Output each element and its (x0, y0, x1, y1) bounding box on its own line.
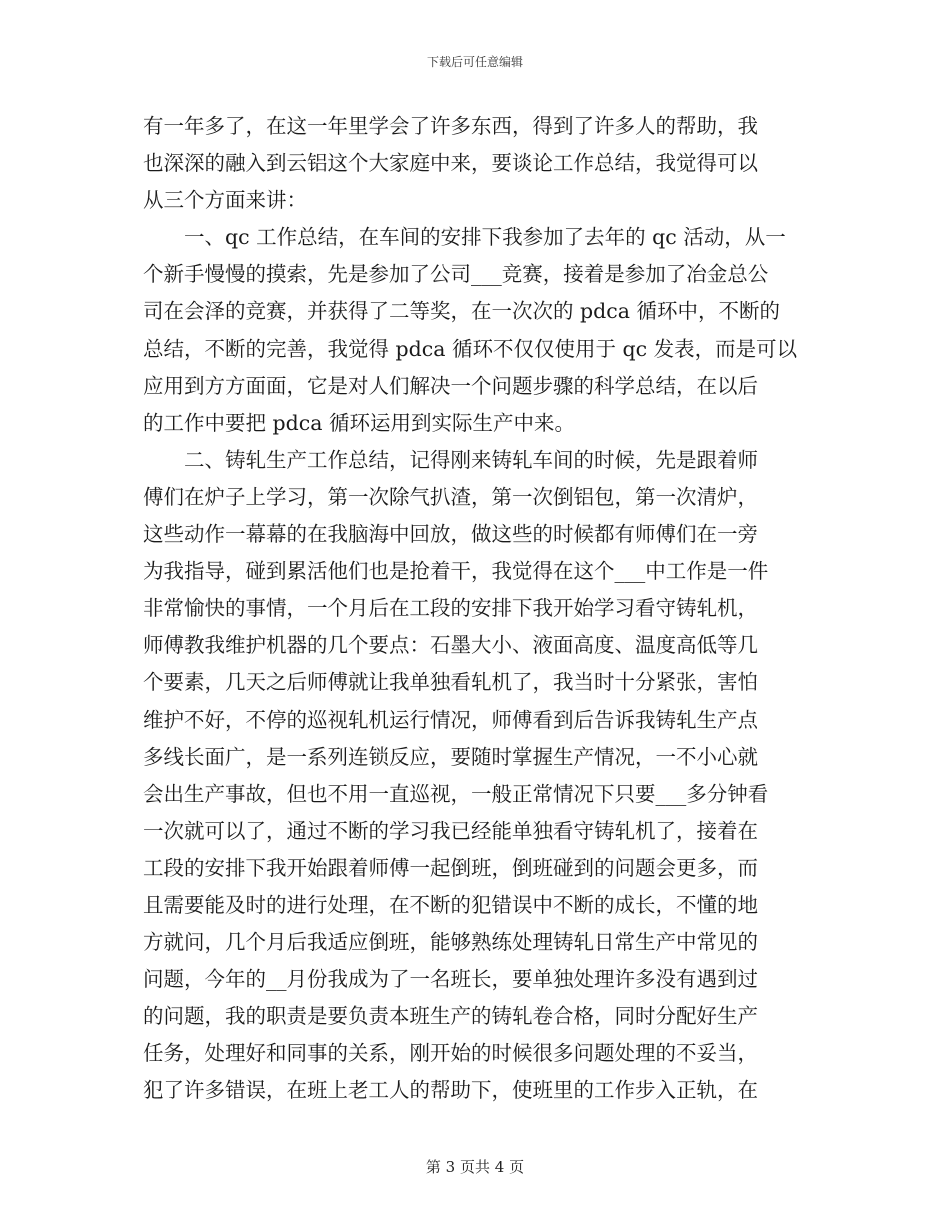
text-line: 多线长面广，是一系列连锁反应，要随时掌握生产情况，一不小心就 (143, 744, 758, 769)
text-line: 也深深的融入到云铝这个大家庭中来，要谈论工作总结，我觉得可以 (143, 151, 758, 176)
page-number: 第 3 页共 4 页 (425, 1158, 525, 1176)
text-line: 有一年多了，在这一年里学会了许多东西，得到了许多人的帮助，我 (143, 114, 758, 138)
text-line: 维护不好，不停的巡视轧机运行情况，师傅看到后告诉我铸轧生产点 (143, 707, 758, 732)
text-line: 一、qc 工作总结，在车间的安排下我参加了去年的 qc 活动，从一 (143, 225, 786, 250)
text-line: 犯了许多错误，在班上老工人的帮助下，使班里的工作步入正轨，在 (143, 1078, 758, 1103)
text-line: 且需要能及时的进行处理，在不断的犯错误中不断的成长，不懂的地 (143, 892, 758, 917)
text-line: 傅们在炉子上学习，第一次除气扒渣，第一次倒铝包，第一次清炉， (143, 484, 758, 509)
text-line: 司在会泽的竞赛，并获得了二等奖，在一次次的 pdca 循环中，不断的 (143, 299, 780, 324)
text-line: 工段的安排下我开始跟着师傅一起倒班，倒班碰到的问题会更多，而 (143, 855, 758, 880)
text-line: 总结，不断的完善，我觉得 pdca 循环不仅仅使用于 qc 发表，而是可以 (143, 336, 798, 361)
document-body (143, 108, 811, 1110)
text-line: 应用到方方面面，它是对人们解决一个问题步骤的科学总结，在以后 (143, 373, 758, 398)
text-line: 的问题，我的职责是要负责本班生产的铸轧卷合格，同时分配好生产 (143, 1004, 758, 1029)
text-line: 为我指导，碰到累活他们也是抢着干，我觉得在这个___中工作是一件 (143, 559, 769, 584)
text-line: 师傅教我维护机器的几个要点：石墨大小、液面高度、温度高低等几 (143, 633, 758, 658)
text-line: 的工作中要把 pdca 循环运用到实际生产中来。 (143, 410, 575, 435)
text-line: 一次就可以了，通过不断的学习我已经能单独看守铸轧机了，接着在 (143, 818, 758, 843)
text-line: 方就问，几个月后我适应倒班，能够熟练处理铸轧日常生产中常见的 (143, 930, 758, 955)
text-line: 从三个方面来讲： (143, 188, 307, 213)
text-line: 个要素，几天之后师傅就让我单独看轧机了，我当时十分紧张，害怕 (143, 670, 758, 695)
text-line: 非常愉快的事情，一个月后在工段的安排下我开始学习看守铸轧机， (143, 596, 758, 621)
text-line: 这些动作一幕幕的在我脑海中回放，做这些的时候都有师傅们在一旁 (143, 522, 758, 547)
page-header: 下载后可任意编辑 (426, 55, 523, 69)
text-line: 问题，今年的__月份我成为了一名班长，要单独处理许多没有遇到过 (143, 967, 758, 992)
text-line: 二、铸轧生产工作总结，记得刚来铸轧车间的时候，先是跟着师 (143, 447, 758, 472)
text-line: 个新手慢慢的摸索，先是参加了公司___竞赛，接着是参加了冶金总公 (143, 262, 769, 287)
text-line: 任务，处理好和同事的关系，刚开始的时候很多问题处理的不妥当， (143, 1041, 758, 1066)
text-line: 会出生产事故，但也不用一直巡视，一般正常情况下只要___多分钟看 (143, 781, 769, 806)
